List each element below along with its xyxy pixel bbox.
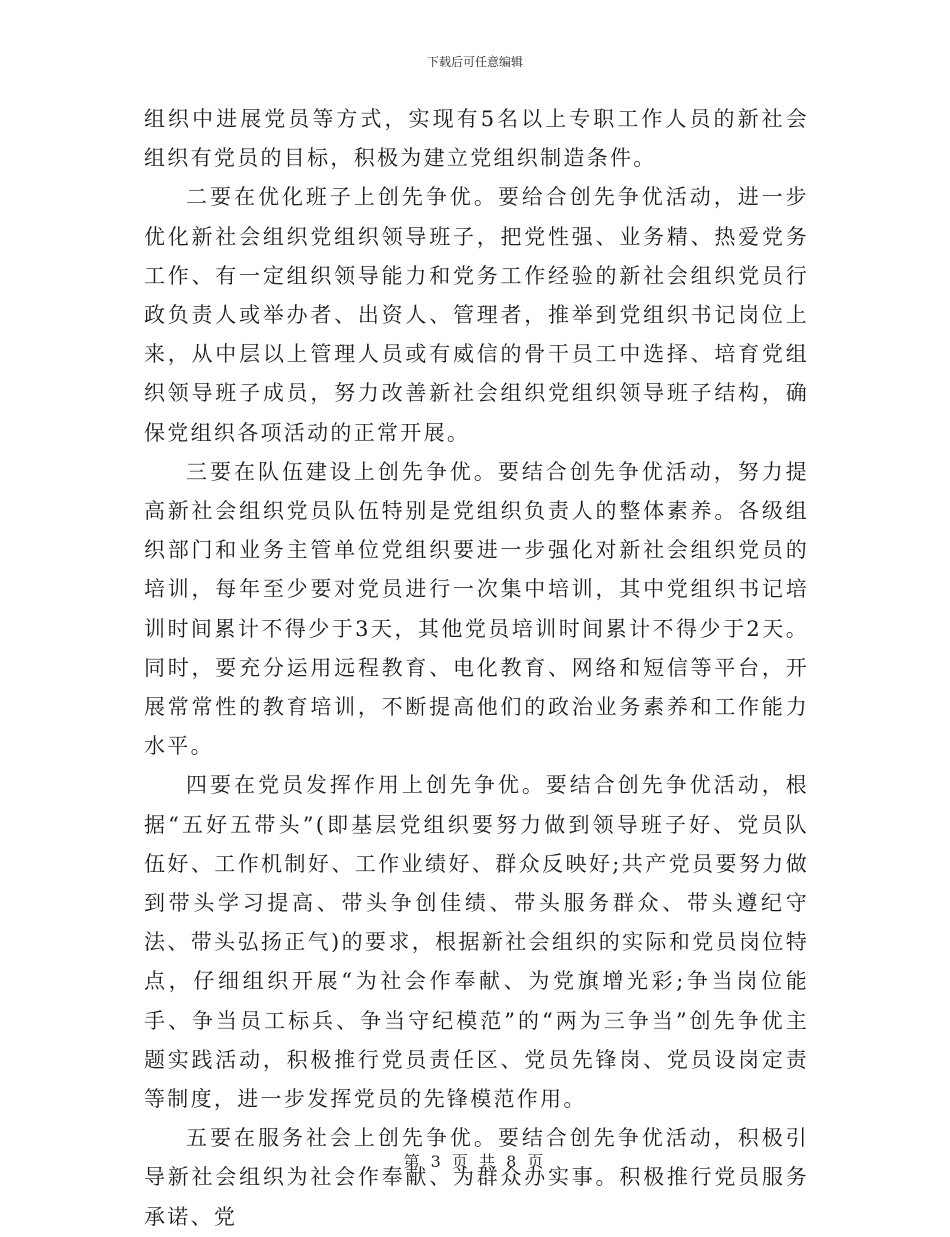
paragraph-team-building: 三要在队伍建设上创先争优。要结合创先争优活动，努力提高新社会组织党员队伍特别是党组织负责人的整体素养。各级组织部门和业务主管单位党组织要进一步强化对新社会组织党员的培训，每年至少要对党员进行一次集中培训，其中党组织书记培训时间累计不得少于3天，其他党员培训时间累计不得少于2天。同时，要充分运用远程教育、电化教育、网络和短信等平台，开展常常性的教育培训，不断提高他们的政治业务素养和工作能力水平。 [144,459,809,759]
page-footer-number: 第 3 页 共 8 页 [403,1152,547,1171]
paragraph-member-role: 四要在党员发挥作用上创先争优。要结合创先争优活动，根据“五好五带头”(即基层党组织要努力做到领导班子好、党员队伍好、工作机制好、工作业绩好、群众反映好;共产党员要努力做到带头学习提高、带头争创佳绩、带头服务群众、带头遵纪守法、带头弘扬正气)的要求，根据新社会组织的实际和党员岗位特点，仔细组织开展“为社会作奉献、为党旗增光彩;争当岗位能手、争当员工标兵、争当守纪模范”的“两为三争当”创先争优主题实践活动，积极推行党员责任区、党员先锋岗、党员设岗定责等制度，进一步发挥党员的先锋模范作用。 [144,773,809,1112]
paragraph-optimize-team: 二要在优化班子上创先争优。要给合创先争优活动，进一步优化新社会组织党组织领导班子，把党性强、业务精、热爱党务工作、有一定组织领导能力和党务工作经验的新社会组织党员行政负责人或举办者、出资人、管理者，推举到党组织书记岗位上来，从中层以上管理人员或有威信的骨干员工中选择、培育党组织领导班子成员，努力改善新社会组织党组织领导班子结构，确保党组织各项活动的正常开展。 [144,185,809,445]
page-header-note: 下载后可任意编辑 [426,55,523,69]
paragraph-continued: 组织中进展党员等方式，实现有5名以上专职工作人员的新社会组织有党员的目标，积极为建立党组织制造条件。 [144,107,809,171]
paragraph-serve-society: 五要在服务社会上创先争优。要结合创先争优活动，积极引导新社会组织为社会作奉献、为群众办实事。积极推行党员服务承诺、党 [144,1126,809,1229]
document-body [144,100,809,1237]
